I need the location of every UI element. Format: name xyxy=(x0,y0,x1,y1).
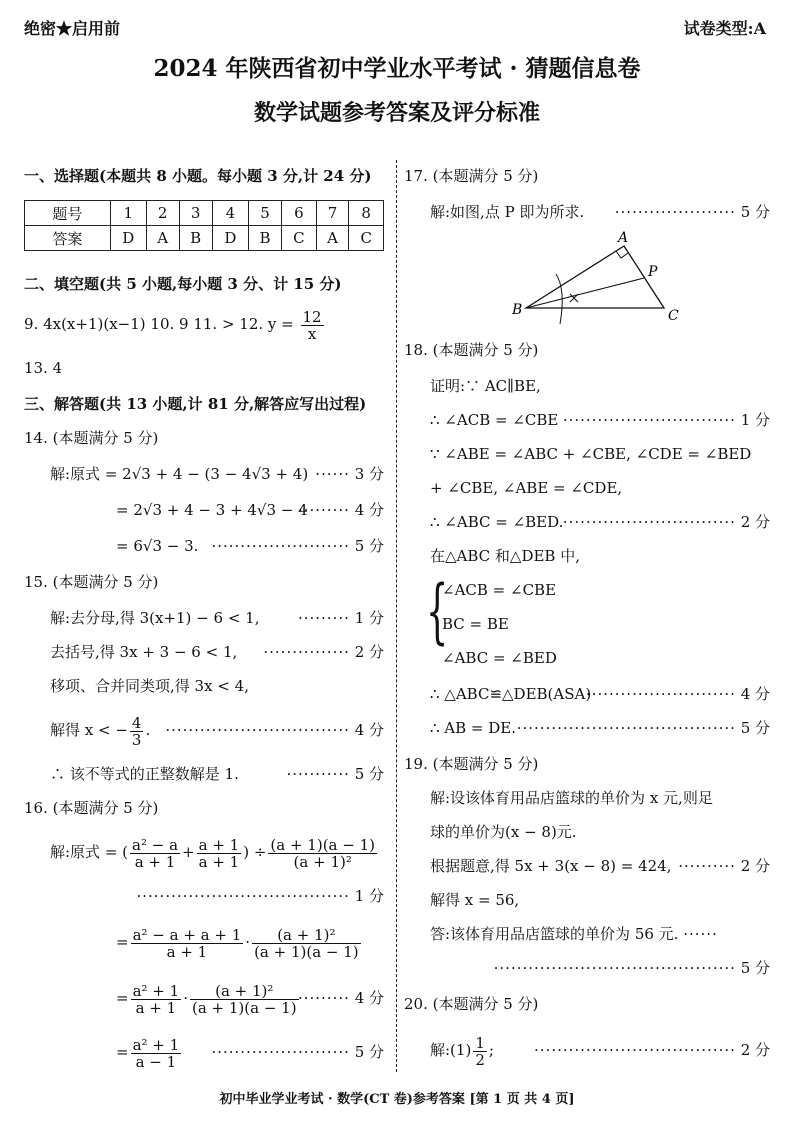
table-cell: 7 xyxy=(316,201,349,226)
fill-answers-text: 9. 4x(x+1)(x−1) 10. 9 11. > 12. y = xyxy=(24,315,294,333)
q18-step5: ∴ ∠ABC = ∠BED. ······························ 2 分 xyxy=(430,513,770,531)
q19-step6: ·········································· 5 分 xyxy=(493,959,770,977)
q15-title: 15. (本题满分 5 分) xyxy=(24,573,159,591)
q18-step3: ∵ ∠ABE = ∠ABC + ∠CBE, ∠CDE = ∠BED xyxy=(430,445,752,463)
row-label-answer: 答案 xyxy=(25,226,111,251)
label-p: P xyxy=(648,264,658,280)
fill-answer-13: 13. 4 xyxy=(24,359,63,377)
label-c: C xyxy=(668,308,679,324)
q18-step6: 在△ABC 和△DEB 中, xyxy=(430,547,580,565)
q15-step3: 移项、合并同类项,得 3x < 4, xyxy=(50,677,249,695)
page-footer: 初中毕业学业考试 · 数学(CT 卷)参考答案 [第 1 页 共 4 页] xyxy=(219,1092,575,1107)
triangle-abc xyxy=(526,246,664,308)
q16-step4: = $\frac{\text{a² + 1}}{a - 1}$ ························ 5 分 xyxy=(116,1035,384,1071)
table-cell: C xyxy=(349,226,384,251)
q18-step4: + ∠CBE, ∠ABE = ∠CDE, xyxy=(430,479,623,497)
q16-step1: 解:原式 = ( $\frac{\text{a² − a}}{a + 1}$ + $\frac{a + 1}{a + 1}$ ) ÷ $\frac{(a + 1)(a - 1)}{\text{(a + 1)²}}$ xyxy=(50,835,375,871)
q19-step5: 答:该体育用品店篮球的单价为 56 元. ······ xyxy=(430,925,718,943)
table-cell: D xyxy=(212,226,248,251)
bisector-bp xyxy=(526,278,644,308)
q19-step1: 解:设该体育用品店篮球的单价为 x 元,则足 xyxy=(430,789,713,807)
q18-step1: 证明:∵ AC∥BE, xyxy=(430,377,541,395)
q15-step1: 解:去分母,得 3(x+1) − 6 < 1, ········· 1 分 xyxy=(50,609,384,627)
q17-title: 17. (本题满分 5 分) xyxy=(404,167,539,185)
row-label-number: 题号 xyxy=(25,201,111,226)
choice-answer-table xyxy=(24,200,384,251)
q19-step2: 球的单价为(x − 8)元. xyxy=(430,823,577,841)
table-cell: B xyxy=(248,226,281,251)
label-b: B xyxy=(512,302,523,318)
q19-step4: 解得 x = 56, xyxy=(430,891,520,909)
confidentiality-label: 绝密★启用前 xyxy=(24,19,121,38)
right-angle-mark xyxy=(616,251,628,258)
table-cell: A xyxy=(146,226,179,251)
label-a: A xyxy=(618,230,629,246)
column-divider xyxy=(396,160,397,1072)
table-cell: 2 xyxy=(146,201,179,226)
q18-step8: ∴ AB = DE. ······································ 5 分 xyxy=(430,719,770,737)
q18-step2: ∴ ∠ACB = ∠CBE ······························ 1 分 xyxy=(430,411,770,429)
triangle-figure xyxy=(504,228,704,328)
table-cell: 5 xyxy=(248,201,281,226)
table-cell: 6 xyxy=(282,201,317,226)
section1-heading: 一、选择题(本题共 8 小题。每小题 3 分,计 24 分) xyxy=(24,167,372,185)
section3-heading: 三、解答题(共 13 小题,计 81 分,解答应写出过程) xyxy=(24,395,367,413)
brace-symbol: { xyxy=(426,570,449,652)
q15-step5: ∴ 该不等式的正整数解是 1. ··········· 5 分 xyxy=(50,765,384,783)
document-title: 2024 年陕西省初中学业水平考试 · 猜题信息卷 xyxy=(153,55,641,82)
q18-condition2: BC = BE xyxy=(442,615,509,633)
q18-title: 18. (本题满分 5 分) xyxy=(404,341,539,359)
fraction-4-over-3: $\frac{4}{3}$ xyxy=(131,713,142,749)
q14-step3: = 6√3 − 3. ························ 5 分 xyxy=(116,537,384,555)
table-cell: 8 xyxy=(349,201,384,226)
document-subtitle: 数学试题参考答案及评分标准 xyxy=(253,100,540,126)
section2-heading: 二、填空题(共 5 小题,每小题 3 分、计 15 分) xyxy=(24,275,342,293)
q20-step1: 解:(1) $\frac{1}{2}$ ; ··································· 2 分 xyxy=(430,1033,770,1069)
arc-intersection-mark xyxy=(570,294,578,302)
q15-step4: 解得 x < − $\frac{4}{3}$ . ································ 4 分 xyxy=(50,713,384,749)
q20-title: 20. (本题满分 5 分) xyxy=(404,995,539,1013)
fraction-1-over-2: $\frac{1}{2}$ xyxy=(475,1033,485,1069)
table-row-answers xyxy=(25,226,384,251)
q16-step2: = $\frac{\text{a² − a + a + 1}}{a + 1}$ · $\frac{\text{(a + 1)²}}{(a + 1)(a - 1)}$ xyxy=(116,925,359,961)
paper-type-label: 试卷类型:A xyxy=(683,19,766,38)
table-cell: D xyxy=(110,226,146,251)
table-row-numbers xyxy=(25,201,384,226)
q18-condition1: ∠ACB = ∠CBE xyxy=(442,581,557,599)
q16-title: 16. (本题满分 5 分) xyxy=(24,799,159,817)
fraction-12-over-x: $\frac{12}{x}$ xyxy=(302,307,322,343)
q18-condition3: ∠ABC = ∠BED xyxy=(442,649,557,667)
q16-step3: = $\frac{\text{a² + 1}}{a + 1}$ · $\frac{\text{(a + 1)²}}{(a + 1)(a - 1)}$ ········· 4 分 xyxy=(116,981,384,1017)
q19-step3: 根据题意,得 5x + 3(x − 8) = 424, ·········· 2 分 xyxy=(430,857,770,875)
q14-title: 14. (本题满分 5 分) xyxy=(24,429,159,447)
q16-step1-score: ····································· 1 分 xyxy=(136,887,384,905)
table-cell: 4 xyxy=(212,201,248,226)
table-cell: 3 xyxy=(179,201,212,226)
q14-step2: = 2√3 + 4 − 3 + 4√3 − 4 ········· 4 分 xyxy=(116,501,384,519)
table-cell: 1 xyxy=(110,201,146,226)
q14-step1: 解:原式 = 2√3 + 4 − (3 − 4√3 + 4) ······ 3 分 xyxy=(50,465,384,483)
q19-title: 19. (本题满分 5 分) xyxy=(404,755,539,773)
q15-step2: 去括号,得 3x + 3 − 6 < 1, ··············· 2 分 xyxy=(50,643,384,661)
q17-answer: 解:如图,点 P 即为所求. ····················· 5 分 xyxy=(430,203,770,221)
table-cell: C xyxy=(282,226,317,251)
fill-answers-line xyxy=(24,306,326,342)
table-cell: B xyxy=(179,226,212,251)
q18-step7: ∴ △ABC≌△DEB(ASA) ·························· 4 分 xyxy=(430,685,770,703)
table-cell: A xyxy=(316,226,349,251)
